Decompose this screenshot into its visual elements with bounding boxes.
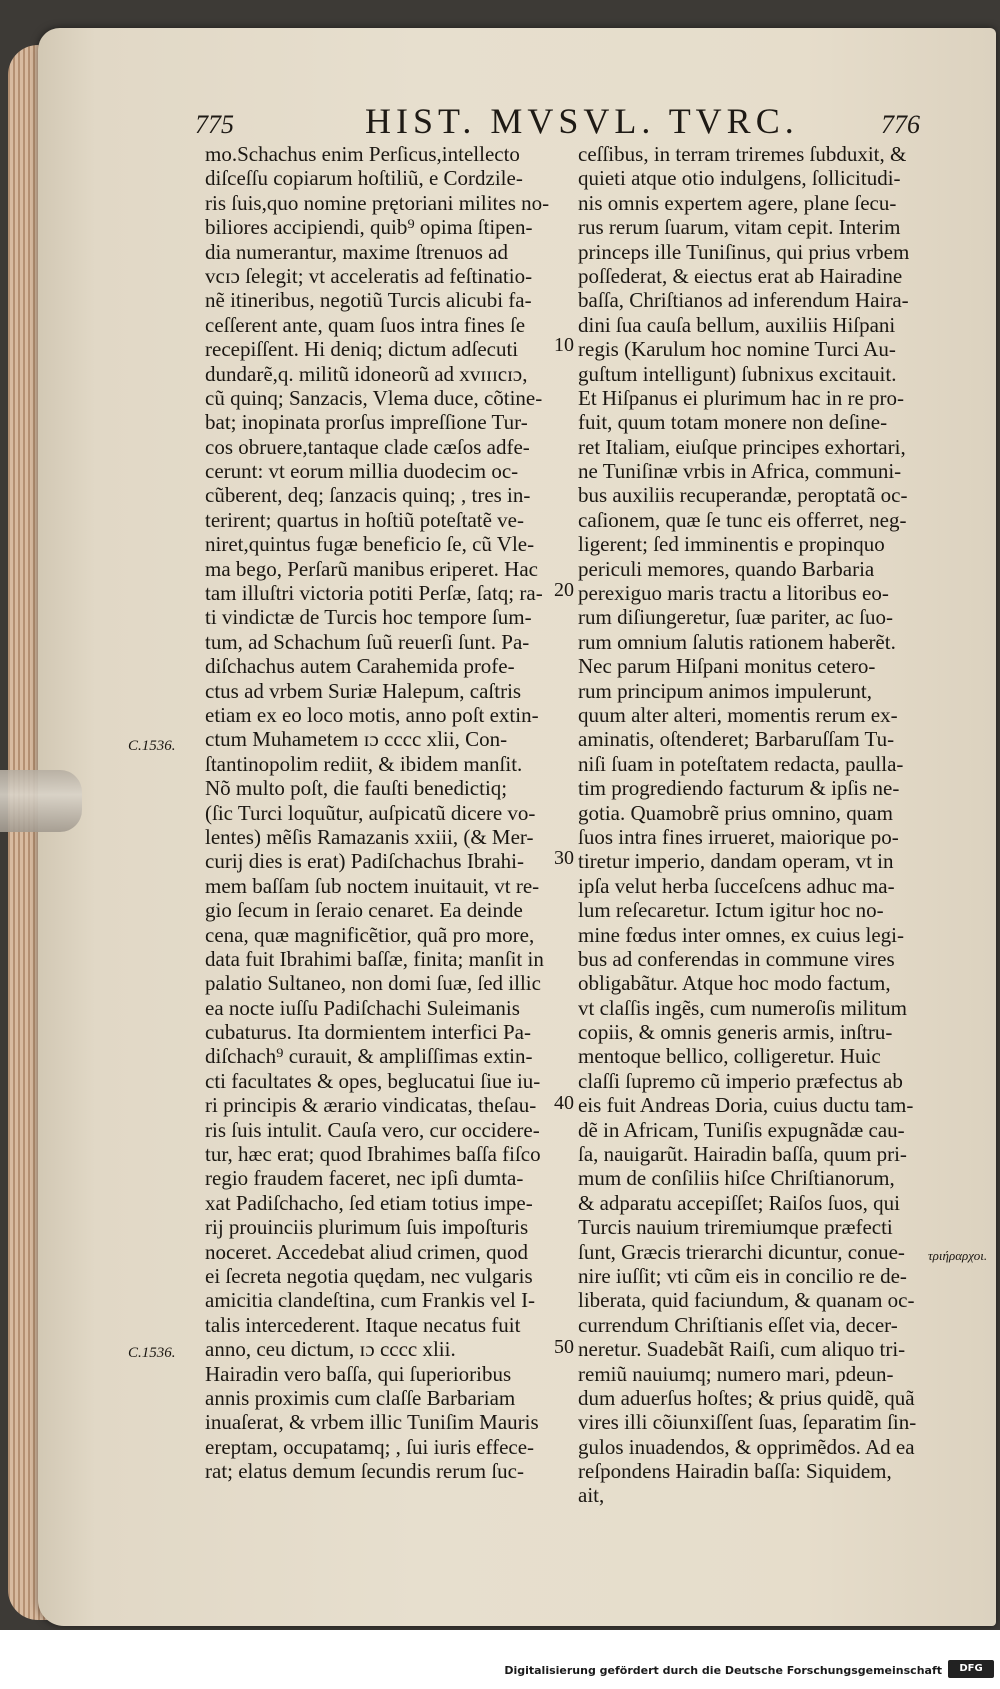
right-column-line: & adparatu accepiſſet; Raiſos ſuos, qui: [578, 1190, 900, 1215]
left-column-line: recepiſſent. Hi deniq; dictum adſecuti: [205, 337, 519, 362]
right-column-line: currendum Chriſtianis eſſet via, decer-: [578, 1312, 898, 1337]
left-column-line: rat; elatus demum ſecundis rerum ſuc-: [205, 1459, 524, 1484]
right-column-line: quum alter alteri, momentis rerum ex-: [578, 702, 898, 727]
right-column-line: copiis, & omnis generis armis, inſtru-: [578, 1020, 893, 1045]
left-column-line: data fuit Ibrahimi baſſæ, finita; manſit in: [205, 946, 544, 971]
right-column-line: fuit, quum totam monere non deſine-: [578, 410, 888, 435]
right-column-line: ſuos intra fines irrueret, maiorique po-: [578, 824, 899, 849]
right-column-line: tiretur imperio, dandam operam, vt in: [578, 849, 894, 874]
left-column-line: ceſſerent ante, quam ſuos intra fines ſe: [205, 312, 526, 337]
line-number-10: 10: [554, 334, 574, 356]
left-column-line: tam illuſtri victoria potiti Perſæ, ſatq; ra-: [205, 581, 543, 606]
margin-note-date-1: C.1536.: [128, 738, 176, 754]
left-column-line: mo.Schachus enim Perſicus,intellecto: [205, 142, 520, 166]
right-column-line: rum diſiungeretur, ſuæ pariter, ac ſuo-: [578, 605, 893, 630]
left-column-line: ti vindictæ de Turcis hoc tempore ſum-: [205, 605, 532, 630]
right-column-line: perexiguo maris tractu a litoribus eo-: [578, 581, 889, 606]
left-column-line: annis proximis cum claſſe Barbariam: [205, 1385, 516, 1410]
right-column-line: nire iuſſit; vti cũm eis in concilio re de-: [578, 1263, 907, 1288]
left-column-line: bat; inopinata prorſus impreſſione Tur-: [205, 410, 528, 435]
right-column-line: dini ſua cauſa bellum, auxiliis Hiſpani: [578, 312, 896, 337]
left-column-line: diſceſſu copiarum hoſtiliũ, e Cordzile-: [205, 166, 523, 191]
right-column-line: bus auxiliis recuperandæ, peroptatã oc-: [578, 483, 908, 508]
right-column-line: mine fœdus inter omnes, ex cuius legi-: [578, 922, 905, 947]
right-column-line: Turcis nauium triremiumque præfecti: [578, 1215, 893, 1240]
right-column-line: liberata, quid faciundum, & quanam oc-: [578, 1288, 915, 1313]
left-column-line: cos obruere,tantaque clade cæſos adfe-: [205, 434, 530, 459]
left-column-line: ſtantinopolim rediit, & ibidem manſit.: [205, 751, 523, 776]
left-column-line: xat Padiſchacho, ſed etiam totius impe-: [205, 1190, 533, 1215]
right-column-line: dum aduerſus hoſtes; & prius quidẽ, quã: [578, 1385, 915, 1410]
left-column-line: vcɪɔ ſelegit; vt acceleratis ad feſtinatio-: [205, 263, 533, 288]
left-column-line: rij prouinciis plurimum ſuis impoſturis: [205, 1215, 529, 1240]
right-column-line: vt claſſis ingẽs, cum numeroſis militum: [578, 995, 907, 1020]
left-column-line: tum, ad Schachum ſuũ reuerſi ſunt. Pa-: [205, 629, 530, 654]
page-header: [195, 100, 955, 140]
running-title: HIST. MVSVL. TVRC.: [365, 101, 799, 141]
line-number-50: 50: [554, 1336, 574, 1358]
left-column-line: tur, hæc erat; quod Ibrahimes baſſa fiſco: [205, 1142, 541, 1167]
right-column-line: gotia. Quamobrẽ prius omnino, quam: [578, 800, 893, 825]
left-column-line: biliores accipiendi, quib⁹ opima ſtipen-: [205, 215, 533, 240]
left-column-line: ma bego, Perſarũ manibus eriperet. Hac: [205, 556, 538, 581]
line-number-40: 40: [554, 1092, 574, 1114]
left-column-line: cerunt: vt eorum millia duodecim oc-: [205, 459, 519, 484]
right-column-line: neretur. Suadebãt Raiſi, cum aliquo tri-: [578, 1337, 906, 1362]
right-column-line: reſpondens Hairadin baſſa: Siquidem,: [578, 1459, 892, 1484]
left-column-line: etiam ex eo loco motis, anno poſt extin-: [205, 702, 539, 727]
left-column-line: niret,quintus fugæ beneficio ſe, cũ Vle-: [205, 532, 535, 557]
left-column-line: noceret. Accedebat aliud crimen, quod: [205, 1239, 529, 1264]
left-column-line: palatio Sultaneo, non domi ſuæ, ſed illic: [205, 971, 541, 996]
left-column-line: diſchachus autem Carahemida profe-: [205, 654, 515, 679]
left-column-line: Hairadin vero baſſa, qui ſuperioribus: [205, 1361, 512, 1386]
left-column-line: lentes) mẽſis Ramazanis xxiii, (& Mer-: [205, 824, 534, 849]
right-column-line: ſunt, Græcis trierarchi dicuntur, conue-: [578, 1239, 905, 1264]
right-column-line: aminatis, oſtenderet; Barbaruſſam Tu-: [578, 727, 895, 752]
right-column-line: ſa, nauigarũt. Hairadin baſſa, quum pri-: [578, 1142, 907, 1167]
left-column-line: ris ſuis,quo nomine prętoriani milites no-: [205, 190, 550, 215]
right-column-line: lum reſecaretur. Ictum igitur hoc no-: [578, 898, 884, 923]
right-column-line: periculi memores, quando Barbaria: [578, 556, 875, 581]
left-column-line: cũberent, deq; ſanzacis quinq; , tres in-: [205, 483, 531, 508]
right-column-line: mum de conſiliis hiſce Chriſtianorum,: [578, 1166, 895, 1191]
left-column-line: ris ſuis intulit. Cauſa vero, cur occidere-: [205, 1117, 540, 1142]
left-column-line: ei ſecreta negotia quędam, nec vulgaris: [205, 1263, 533, 1288]
left-column-line: diſchach⁹ curauit, & ampliſſimas extin-: [205, 1044, 533, 1069]
right-column-line: ligerent; ſed imminentis e propinquo: [578, 532, 885, 557]
funding-notice: Digitalisierung gefördert durch die Deutsche Forschungsgemeinschaft: [504, 1664, 942, 1677]
right-column-line: remiũ nauiumq; numero mari, pdeun-: [578, 1361, 894, 1386]
right-column-line: rus rerum ſuarum, vitam cepit. Interim: [578, 215, 901, 240]
right-column-line: claſſi ſupremo cũ imperio præfectus ab: [578, 1068, 903, 1093]
page-number-left: 775: [195, 110, 234, 139]
left-column-line: inuaſerat, & vrbem illic Tuniſim Mauris: [205, 1410, 539, 1435]
left-column-line: cubaturus. Ita dormientem interfici Pa-: [205, 1020, 531, 1045]
right-column-line: tim progrediendo facturum & ipſis ne-: [578, 776, 900, 801]
right-column-line: bus ad conferendas in commune vires: [578, 946, 895, 971]
left-column-line: talis intercederent. Itaque necatus fuit: [205, 1312, 521, 1337]
right-column-line: mentoque bellico, colligeretur. Huic: [578, 1044, 881, 1069]
left-column-line: dia numerantur, maxime ſtrenuos ad: [205, 239, 508, 264]
right-column-line: ceſſibus, in terram triremes ſubduxit, &: [578, 142, 907, 166]
left-column-line: cũ quinq; Sanzacis, Vlema duce, cõtine-: [205, 385, 543, 410]
left-column-line: Nõ multo poſt, die fauſti benedictiq;: [205, 776, 508, 801]
margin-note-greek: τριήραρχοι.: [928, 1248, 988, 1263]
left-column-line: terirent; quartus in hoſtiũ poteſtatẽ ve-: [205, 507, 524, 532]
left-text-column: [205, 142, 550, 1484]
left-column-line: cti facultates & opes, beglucatui ſiue iu-: [205, 1068, 541, 1093]
line-number-20: 20: [554, 579, 574, 601]
right-text-column: [578, 142, 930, 1508]
left-column-line: amicitia clandeſtina, cum Frankis vel I-: [205, 1288, 536, 1313]
right-column-line: ipſa velut herba ſucceſcens adhuc ma-: [578, 873, 895, 898]
left-column-line: ea nocte iuſſu Padiſchachi Suleimanis: [205, 995, 520, 1020]
left-column-line: ctum Muhametem ɪɔ cccc xlii, Con-: [205, 727, 508, 752]
left-column-line: curij dies is erat) Padiſchachus Ibrahi-: [205, 849, 524, 874]
page-clip: [0, 770, 82, 832]
left-column-line: (ſic Turci loquũtur, auſpicatũ dicere vo-: [205, 800, 536, 825]
right-column-line: ait,: [578, 1483, 605, 1508]
dfg-logo: DFG: [948, 1660, 994, 1678]
left-column-line: dundarẽ,q. militũ idoneorũ ad xvɪɪɪcɪɔ,: [205, 361, 528, 386]
left-column-line: ereptam, occupatamq; , ſui iuris effece-: [205, 1434, 535, 1459]
left-column-line: nẽ itineribus, negotiũ Turcis alicubi fa-: [205, 288, 532, 313]
left-column-line: ri principis & ærario vindicatas, theſau-: [205, 1093, 537, 1118]
right-column-line: regis (Karulum hoc nomine Turci Au-: [578, 337, 896, 362]
left-column-line: ctus ad vrbem Suriæ Halepum, caſtris: [205, 678, 522, 703]
footer-bar: [0, 1630, 1000, 1689]
page-number-right: 776: [881, 110, 920, 139]
right-column-line: caſionem, quæ ſe tunc eis offerret, neg-: [578, 507, 907, 532]
right-column-line: Et Hiſpanus ei plurimum hac in re pro-: [578, 385, 905, 410]
margin-note-date-2: C.1536.: [128, 1345, 176, 1361]
right-column-line: eis fuit Andreas Doria, cuius ductu tam-: [578, 1093, 914, 1118]
right-column-line: nis omnis expertem agere, plane ſecu-: [578, 190, 897, 215]
right-column-line: quieti atque otio indulgens, ſollicitudi-: [578, 166, 901, 191]
left-column-line: regio fraudem faceret, nec ipſi dumta-: [205, 1166, 524, 1191]
right-column-line: guſtum intelligunt) ſubnixus excitauit.: [578, 361, 897, 386]
right-column-line: ne Tuniſinæ vrbis in Africa, communi-: [578, 459, 902, 484]
right-column-line: niſi ſuam in poteſtatem redacta, paulla-: [578, 751, 904, 776]
right-column-line: rum omnium ſalutis rationem haberẽt.: [578, 629, 896, 654]
right-column-line: princeps ille Tuniſinus, qui prius vrbem: [578, 239, 910, 264]
right-column-line: obligabãtur. Atque hoc modo factum,: [578, 971, 891, 996]
right-column-line: rum principum animos impulerunt,: [578, 678, 872, 703]
right-column-line: vires illi cõiunxiſſent ſuas, ſeparatim ſin-: [578, 1410, 917, 1435]
line-number-30: 30: [554, 847, 574, 869]
left-column-line: anno, ceu dictum, ɪɔ cccc xlii.: [205, 1337, 456, 1362]
left-column-line: mem baſſam ſub noctem inuitauit, vt re-: [205, 873, 540, 898]
right-column-line: gulos inuadendos, & opprimẽdos. Ad ea: [578, 1434, 915, 1459]
right-column-line: Nec parum Hiſpani monitus cetero-: [578, 654, 876, 679]
left-column-line: cena, quæ magnificẽtior, quã pro more,: [205, 922, 535, 947]
right-column-line: ret Italiam, eiuſque principes exhortari,: [578, 434, 906, 459]
left-column-line: gio ſecum in ſeraio cenaret. Ea deinde: [205, 898, 523, 923]
right-column-line: dẽ in Africam, Tuniſis expugnãdæ cau-: [578, 1117, 905, 1142]
right-column-line: poſſederat, & eiectus erat ab Hairadine: [578, 263, 903, 288]
right-column-line: baſſa, Chriſtianos ad inferendum Haira-: [578, 288, 909, 313]
